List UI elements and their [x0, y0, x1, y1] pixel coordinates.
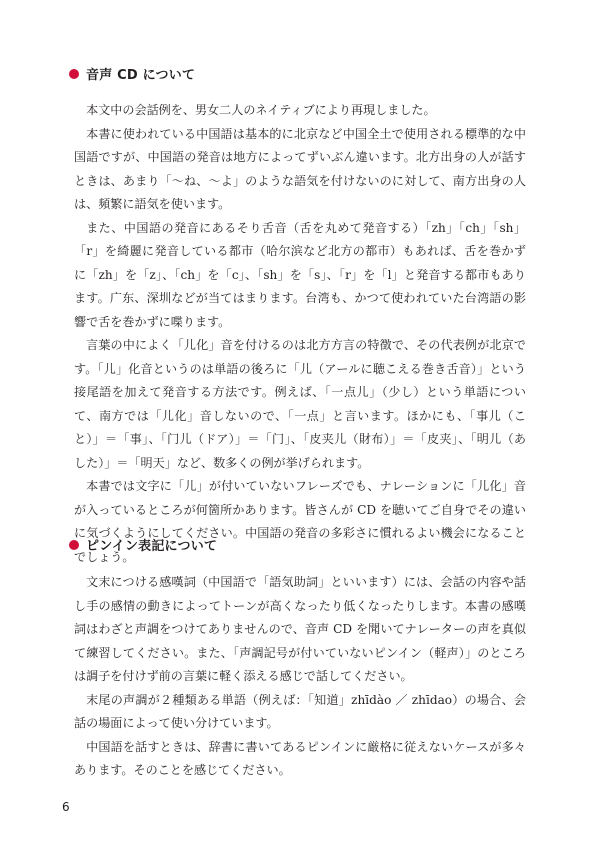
page-number: 6: [62, 800, 70, 814]
paragraph: 言葉の中によく「儿化」音を付けるのは北方方言の特徴で、その代表例が北京です。「儿」化音というのは単語の後ろに「儿（アールに聴こえる巻き舌音）」という接尾語を加えて発音する方法です。例えば、「一点儿」（少し）という単語について、南方では「儿化」音しないので、「一点」と言います。ほかにも、「事儿（こと）」＝「事」、「门儿（ドア）」＝「门」、「皮夹儿（財布）」＝「皮夹」、「明儿（あした）」＝「明天」など、数多くの例が挙げられます。: [74, 338, 526, 470]
paragraph: 本書では文字に「儿」が付いていないフレーズでも、ナレーションに「儿化」音が入っているところが何箇所かあります。皆さんが CD を聴いてご自身でその違いに気づくようにしてください。中国語の発音の多彩さに慣れるよい機会になることでしょう。: [74, 479, 526, 564]
section-heading-pinyin: [69, 535, 217, 554]
paragraph: 本書に使われている中国語は基本的に北京など中国全土で使用される標準的な中国語ですが、中国語の発音は地方によってずいぶん違います。北方出身の人が話すときは、あまり「～ね、～よ」のような語気を付けないのに対して、南方出身の人は、頻繁に語気を使います。: [74, 126, 526, 211]
paragraph: また、中国語の発音にあるそり舌音（舌を丸めて発音する）「zh」「ch」「sh」「r」を綺麗に発音している都市（哈尔滨など北方の都市）もあれば、舌を巻かずに「zh」を「z」、「ch」を「c」、「sh」を「s」、「r」を「l」と発音する都市もあります。广东、深圳などが当てはまります。台湾も、かつて使われていた台湾語の影響で舌を巻かずに喋ります。: [74, 220, 526, 329]
red-bullet-icon: [69, 69, 79, 79]
paragraph: 文末につける感嘆詞（中国語で「語気助詞」といいます）には、会話の内容や話し手の感情の動きによってトーンが高くなったり低くなったりします。本書の感嘆詞はわざと声調をつけてありませんので、音声 CD を聞いてナレーターの声を真似て練習してください。また、「声調記号が付いていないピンイン（軽声）」のところは調子を付けず前の言葉に軽く添える感じで話してください。: [74, 575, 526, 683]
section-heading-text: ピンイン表記について: [86, 539, 218, 554]
section-heading-audio-cd: [69, 64, 195, 83]
section-body-pinyin: [74, 571, 526, 783]
section-body-audio-cd: [74, 99, 526, 569]
section-heading-text: 音声 CD について: [86, 68, 196, 83]
paragraph: 本文中の会話例を、男女二人のネイティブにより再現しました。: [86, 103, 436, 117]
paragraph: 中国語を話すときは、辞書に書いてあるピンインに厳格に従えないケースが多々あります。そのことを感じてください。: [74, 739, 526, 777]
red-bullet-icon: [69, 540, 79, 550]
paragraph: 末尾の声調が２種類ある単語（例えば：「知道」zhīdào ／ zhīdao）の場合、会話の場面によって使い分けています。: [74, 692, 526, 730]
